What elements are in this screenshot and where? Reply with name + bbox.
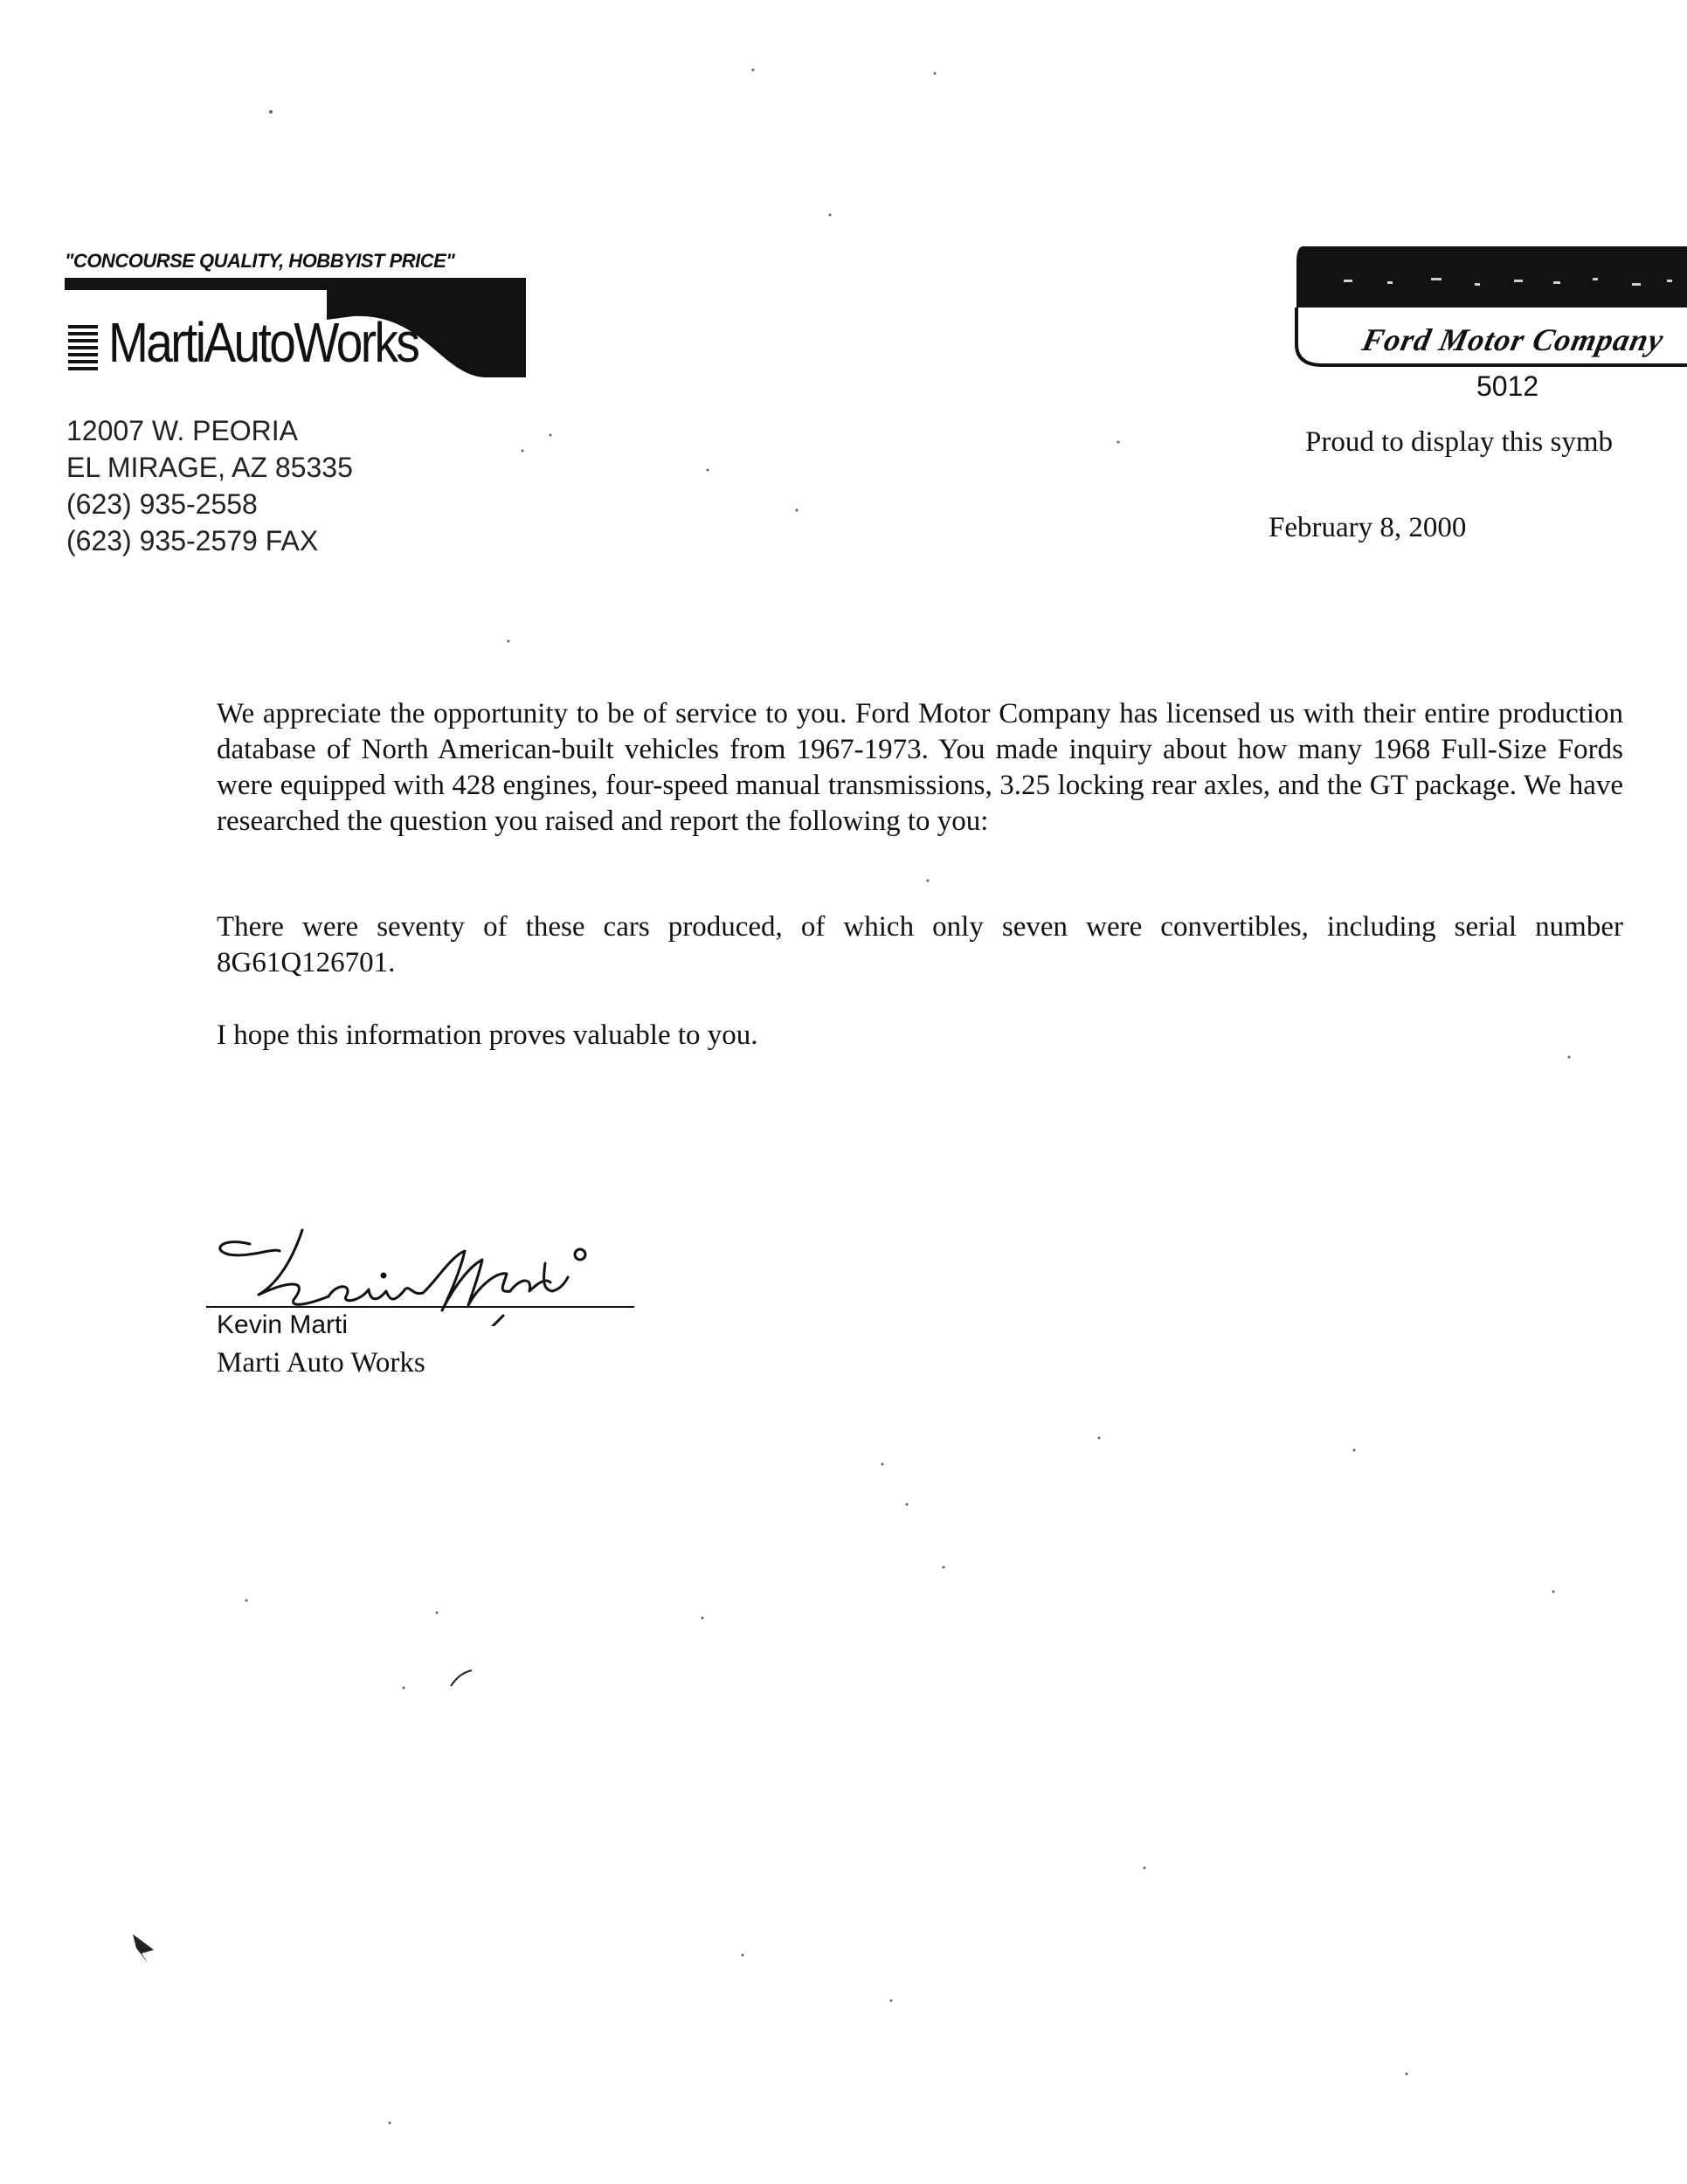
scan-speck: [707, 469, 709, 472]
scan-speck: [943, 1566, 945, 1569]
scan-speck: [522, 450, 524, 453]
scan-speck: [1406, 2073, 1408, 2076]
scan-speck: [890, 2000, 893, 2002]
scan-speck: [550, 434, 552, 437]
scan-speck: [1353, 1449, 1356, 1452]
letter-date: February 8, 2000: [1269, 512, 1467, 543]
scan-speck: [829, 214, 832, 217]
body-paragraph: We appreciate the opportunity to be of service to you. Ford Motor Company has licensed us with their entire production database of North American-built vehicles from 1967-1973. You made inquiry about how many 1968 Full-Size Fords were equipped with 428 engines, four-speed manual transmissions, 3.25 locking rear axles, and the GT package. We have researched the question you raised and report the following to you:: [217, 698, 1623, 837]
address-line-phone: (623) 935-2558: [66, 488, 258, 520]
scan-speck: [906, 1503, 909, 1506]
company-logo-text: MartiAutoWorks: [108, 311, 418, 374]
dealer-number: 5012: [1476, 370, 1539, 402]
scan-speck: [1568, 1056, 1571, 1059]
body-paragraph: There were seventy of these cars produced, of which only seven were convertibles, including serial number 8G61Q126701.: [217, 911, 1623, 978]
ford-script-logo: Ford Motor Company: [1359, 322, 1668, 357]
signer-company: Marti Auto Works: [217, 1347, 425, 1379]
scan-mark: [133, 1934, 154, 1964]
scan-speck: [927, 880, 930, 882]
scan-speck: [702, 1617, 704, 1620]
scan-speck: [245, 1600, 248, 1602]
scan-speck: [934, 73, 937, 75]
address-line-street: 12007 W. PEORIA: [66, 415, 299, 446]
signer-name: Kevin Marti: [217, 1310, 349, 1339]
scan-speck: [269, 110, 273, 114]
scan-speck: [508, 640, 510, 643]
scan-speck: [1144, 1867, 1146, 1870]
scan-speck: [1117, 441, 1120, 444]
scan-speck: [796, 509, 799, 512]
scan-speck: [742, 1954, 744, 1957]
address-line-city: EL MIRAGE, AZ 85335: [66, 452, 353, 483]
scan-speck: [389, 2122, 391, 2125]
scan-speck: [436, 1612, 439, 1614]
scan-mark: [451, 1670, 472, 1686]
scan-speck: [882, 1463, 884, 1466]
scan-speck: [1098, 1437, 1101, 1440]
scan-speck: [752, 69, 755, 72]
address-line-fax: (623) 935-2579 FAX: [66, 525, 319, 556]
closing-paragraph: I hope this information proves valuable to you.: [217, 1019, 758, 1051]
letterhead-tagline: "CONCOURSE QUALITY, HOBBYIST PRICE": [65, 250, 455, 272]
scan-speck: [403, 1687, 405, 1690]
emblem-caption: Proud to display this symb: [1305, 426, 1614, 458]
scan-speck: [1552, 1591, 1555, 1593]
